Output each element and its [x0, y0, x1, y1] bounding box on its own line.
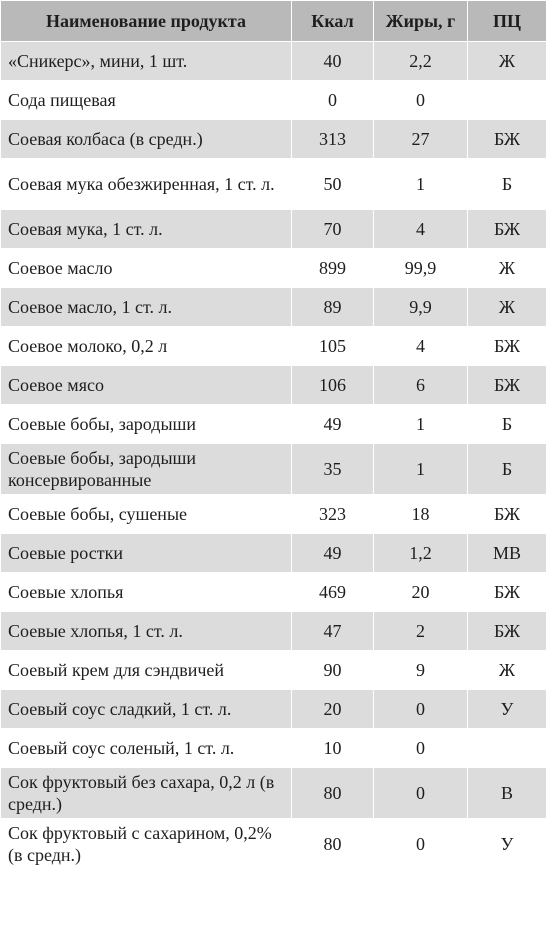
- cell-pc: У: [468, 819, 546, 870]
- cell-kcal: 50: [292, 159, 374, 210]
- table-row: [1, 249, 546, 288]
- cell-name: Соевые бобы, зародыши консервированные: [1, 444, 292, 495]
- table-row: [1, 612, 546, 651]
- table-row: [1, 534, 546, 573]
- table-row: [1, 768, 546, 819]
- cell-pc: [468, 81, 546, 120]
- header-fat: Жиры, г: [374, 1, 468, 42]
- cell-name: Соевый крем для сэндвичей: [1, 651, 292, 690]
- cell-kcal: 313: [292, 120, 374, 159]
- cell-pc: [468, 729, 546, 768]
- cell-kcal: 80: [292, 819, 374, 870]
- cell-fat: 4: [374, 327, 468, 366]
- cell-name: Соевые ростки: [1, 534, 292, 573]
- cell-kcal: 105: [292, 327, 374, 366]
- cell-pc: Ж: [468, 249, 546, 288]
- table-row: [1, 42, 546, 81]
- cell-fat: 0: [374, 768, 468, 819]
- table-row: [1, 81, 546, 120]
- cell-fat: 1,2: [374, 534, 468, 573]
- cell-fat: 2,2: [374, 42, 468, 81]
- cell-kcal: 469: [292, 573, 374, 612]
- cell-kcal: 20: [292, 690, 374, 729]
- cell-kcal: 49: [292, 534, 374, 573]
- cell-name: Соевые хлопья: [1, 573, 292, 612]
- cell-pc: БЖ: [468, 495, 546, 534]
- table-row: [1, 651, 546, 690]
- cell-pc: БЖ: [468, 612, 546, 651]
- cell-name: Сода пищевая: [1, 81, 292, 120]
- table-row: [1, 405, 546, 444]
- table-row: [1, 573, 546, 612]
- header-product-name: Наименование продукта: [1, 1, 292, 42]
- cell-name: Соевая мука, 1 ст. л.: [1, 210, 292, 249]
- cell-fat: 6: [374, 366, 468, 405]
- table-row: [1, 210, 546, 249]
- table-row: [1, 819, 546, 870]
- cell-fat: 2: [374, 612, 468, 651]
- cell-fat: 9,9: [374, 288, 468, 327]
- table-row: [1, 288, 546, 327]
- cell-pc: У: [468, 690, 546, 729]
- cell-name: Соевая колбаса (в средн.): [1, 120, 292, 159]
- cell-kcal: 106: [292, 366, 374, 405]
- cell-fat: 27: [374, 120, 468, 159]
- table-row: [1, 159, 546, 210]
- cell-pc: БЖ: [468, 120, 546, 159]
- cell-kcal: 89: [292, 288, 374, 327]
- cell-kcal: 35: [292, 444, 374, 495]
- cell-name: Соевый соус сладкий, 1 ст. л.: [1, 690, 292, 729]
- cell-name: Соевое мясо: [1, 366, 292, 405]
- table-row: [1, 366, 546, 405]
- cell-name: Соевая мука обезжиренная, 1 ст. л.: [1, 159, 292, 210]
- cell-name: Сок фруктовый без сахара, 0,2 л (в средн.): [1, 768, 292, 819]
- cell-pc: Б: [468, 444, 546, 495]
- table-row: [1, 120, 546, 159]
- table-row: [1, 444, 546, 495]
- cell-fat: 1: [374, 405, 468, 444]
- cell-kcal: 323: [292, 495, 374, 534]
- table-row: [1, 327, 546, 366]
- cell-fat: 9: [374, 651, 468, 690]
- cell-pc: БЖ: [468, 366, 546, 405]
- cell-fat: 1: [374, 444, 468, 495]
- cell-pc: Ж: [468, 288, 546, 327]
- cell-name: Соевое масло, 1 ст. л.: [1, 288, 292, 327]
- cell-name: Соевые бобы, зародыши: [1, 405, 292, 444]
- table-row: [1, 495, 546, 534]
- cell-kcal: 70: [292, 210, 374, 249]
- cell-fat: 20: [374, 573, 468, 612]
- cell-name: Соевое масло: [1, 249, 292, 288]
- cell-pc: В: [468, 768, 546, 819]
- cell-fat: 0: [374, 690, 468, 729]
- cell-pc: Б: [468, 405, 546, 444]
- cell-pc: БЖ: [468, 573, 546, 612]
- cell-name: Соевые бобы, сушеные: [1, 495, 292, 534]
- cell-fat: 4: [374, 210, 468, 249]
- cell-kcal: 49: [292, 405, 374, 444]
- header-pc: ПЦ: [468, 1, 546, 42]
- cell-fat: 18: [374, 495, 468, 534]
- cell-kcal: 47: [292, 612, 374, 651]
- cell-pc: Ж: [468, 651, 546, 690]
- cell-pc: Ж: [468, 42, 546, 81]
- cell-name: Соевый соус соленый, 1 ст. л.: [1, 729, 292, 768]
- cell-pc: БЖ: [468, 327, 546, 366]
- cell-name: «Сникерс», мини, 1 шт.: [1, 42, 292, 81]
- cell-kcal: 899: [292, 249, 374, 288]
- cell-kcal: 80: [292, 768, 374, 819]
- cell-fat: 0: [374, 819, 468, 870]
- cell-kcal: 90: [292, 651, 374, 690]
- cell-name: Сок фруктовый с сахарином, 0,2% (в средн.): [1, 819, 292, 870]
- cell-pc: Б: [468, 159, 546, 210]
- cell-name: Соевое молоко, 0,2 л: [1, 327, 292, 366]
- table-header-row: [1, 1, 546, 42]
- cell-pc: МВ: [468, 534, 546, 573]
- cell-fat: 0: [374, 81, 468, 120]
- cell-fat: 1: [374, 159, 468, 210]
- cell-kcal: 10: [292, 729, 374, 768]
- table-row: [1, 690, 546, 729]
- cell-fat: 99,9: [374, 249, 468, 288]
- cell-fat: 0: [374, 729, 468, 768]
- cell-pc: БЖ: [468, 210, 546, 249]
- header-kcal: Ккал: [292, 1, 374, 42]
- table-row: [1, 729, 546, 768]
- cell-kcal: 40: [292, 42, 374, 81]
- cell-kcal: 0: [292, 81, 374, 120]
- cell-name: Соевые хлопья, 1 ст. л.: [1, 612, 292, 651]
